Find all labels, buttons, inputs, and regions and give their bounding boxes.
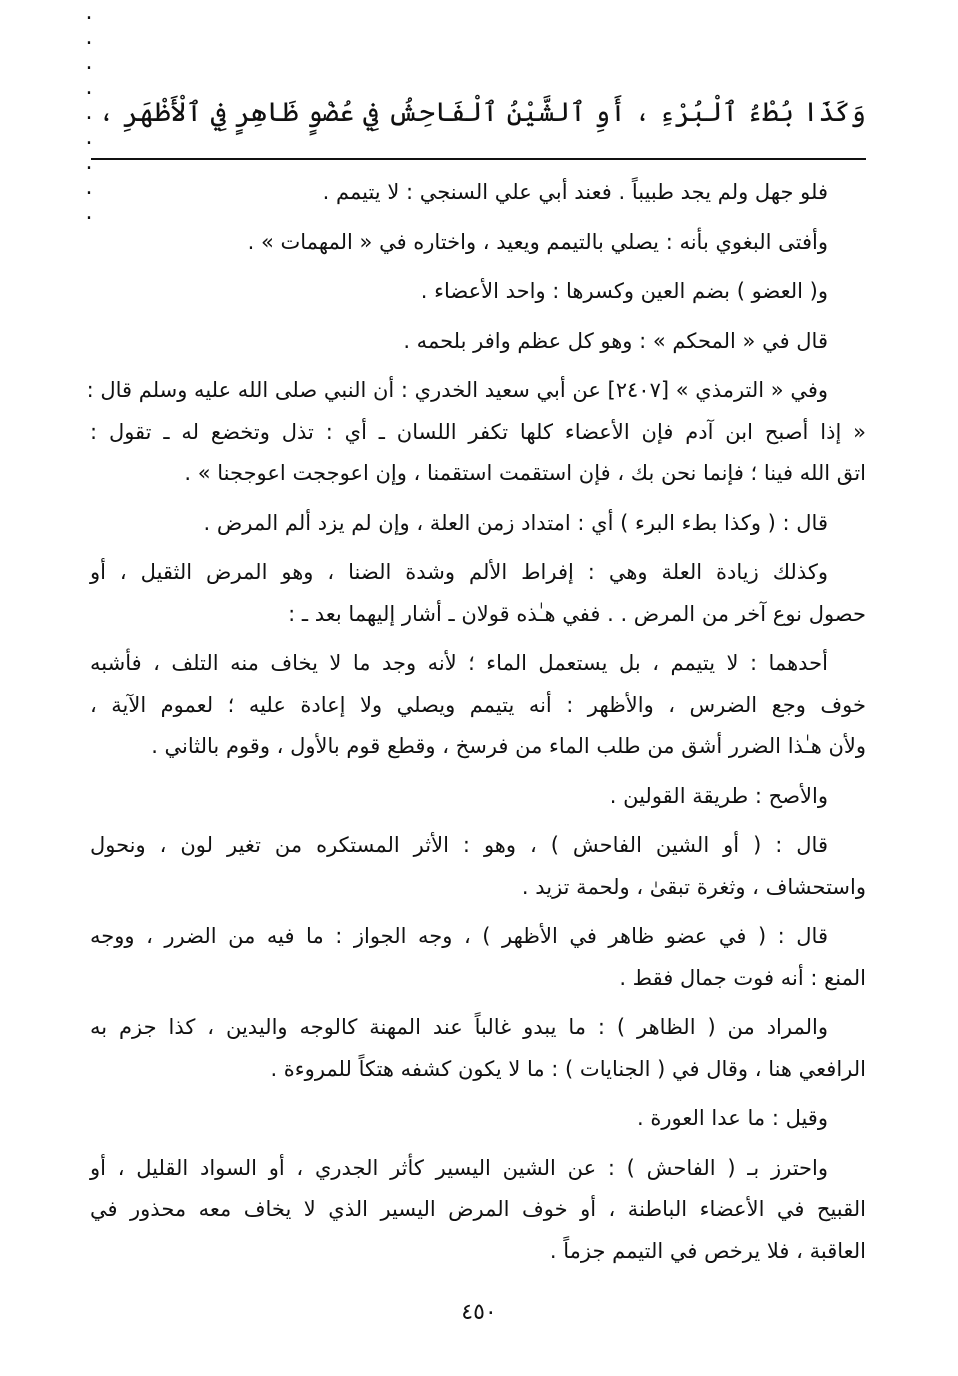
commentary-line: فلو جهل ولم يجد طبيباً . فعند أبي علي السنجي : لا يتيمم .: [322, 180, 828, 204]
commentary-line: والمراد من ( الظاهر ) : ما يبدو غالباً عند المهنة كالوجه واليدين ، كذا جزم به: [90, 1015, 828, 1039]
commentary-line: أحدهما : لا يتيمم ، بل يستعمل الماء ؛ لأنه وجد ما لا يخاف منه التلف ، فأشبه: [90, 651, 828, 675]
page-number: ٤٥٠: [461, 1300, 497, 1325]
header-divider: [91, 158, 866, 160]
commentary-line: قال : ( وكذا بطء البرء ) أي : امتداد زمن العلة ، وإن لم يزد ألم المرض .: [203, 510, 828, 535]
commentary-paragraph: [90, 552, 866, 635]
commentary-line: واستحشاف ، وثغرة تبقىٰ ، ولحمة تزيد .: [521, 874, 866, 899]
commentary-paragraph: [90, 271, 866, 313]
matn-continuation-dots: . . . . . . . . .: [85, 0, 99, 225]
commentary-line: وأفتى البغوي بأنه : يصلي بالتيمم ويعيد ، واختاره في « المهمات » .: [247, 229, 828, 254]
commentary-line: وكذلك زيادة العلة وهي : إفراط الألم وشدة الضنا ، وهو المرض الثقيل ، أو: [90, 560, 828, 584]
commentary-paragraph: [90, 172, 866, 214]
commentary-paragraph: [90, 1007, 866, 1090]
commentary-line: « إذا أصبح ابن آدم فإن الأعضاء كلها تكفر اللسان ـ أي : تذل وتخضع له ـ تقول :: [90, 419, 866, 444]
commentary-line: الرافعي هنا ، وقال في ( الجنايات ) : ما لا يكون كشفه هتكاً للمروءة .: [270, 1056, 866, 1081]
commentary-paragraph: [90, 222, 866, 264]
commentary-line: خوف وجع الضرس ، والأظهر : أنه يتيمم ويصلي ولا إعادة عليه ؛ لعموم الآية ،: [90, 692, 866, 717]
commentary-line: و( العضو ) بضم العين وكسرها : واحد الأعضاء .: [420, 279, 828, 303]
commentary-line: قال : ( أو الشين الفاحش ) ، وهو : الأثر المستكره من تغير لون ، ونحول: [90, 833, 828, 857]
commentary-paragraph: [86, 370, 866, 495]
commentary-line: حصول نوع آخر من المرض . . ففي هـٰذه قولان ـ أشار إليهما بعد ـ :: [288, 601, 866, 626]
commentary-line: المنع : أنه فوت جمال فقط .: [619, 965, 866, 990]
commentary-line: والأصح : طريقة القولين .: [609, 783, 828, 808]
commentary-paragraph: [90, 776, 866, 818]
commentary-paragraph: [90, 321, 866, 363]
commentary-line: وقيل : ما عدا العورة .: [637, 1106, 828, 1130]
commentary-line: قال في « المحكم » : وهو كل عظم وافر بلحمه .: [403, 328, 828, 353]
commentary-paragraph: [90, 503, 866, 545]
commentary-paragraph: [90, 643, 866, 768]
commentary-line: قال : ( في عضو ظاهر في الأظهر ) ، وجه الجواز : ما فيه من الضرر ، ووجه: [90, 924, 828, 948]
commentary-paragraph: [90, 1098, 866, 1140]
commentary-paragraph: [90, 1148, 866, 1273]
commentary-line: القبيح في الأعضاء الباطنة ، أو خوف المرض اليسير الذي لا يخاف معه محذور في: [90, 1197, 866, 1221]
commentary-paragraph: [90, 825, 866, 908]
commentary-line: وفي « الترمذي » [٢٤٠٧] عن أبي سعيد الخدري : أن النبي صلى الله عليه وسلم قال :: [86, 378, 828, 402]
commentary-body: [86, 172, 866, 1280]
matn-text: وَكَذَا بُطْءُ ٱلْبُرْءِ ، أَوِ ٱلشَّيْنُ ٱلْفَاحِشُ فِي عُضْوٍ ظَاهِرٍ فِي ٱلْأَظْهَرِ ،: [98, 96, 866, 128]
commentary-line: العاقبة ، فلا يرخص في التيمم جزماً .: [549, 1238, 866, 1263]
commentary-line: ولأن هـٰذا الضرر أشق من طلب الماء من فرسخ ، وقطع قوم بالأول ، وقوم بالثاني .: [151, 734, 866, 758]
commentary-line: اتق الله فينا ؛ فإنما نحن بك ، فإن استقمت استقمنا ، وإن اعوججت اعوججنا » .: [184, 461, 866, 485]
commentary-line: واحترز بـ ( الفاحش ) : عن الشين اليسير كأثر الجدري ، أو السواد القليل ، أو: [90, 1155, 828, 1180]
commentary-paragraph: [90, 916, 866, 999]
